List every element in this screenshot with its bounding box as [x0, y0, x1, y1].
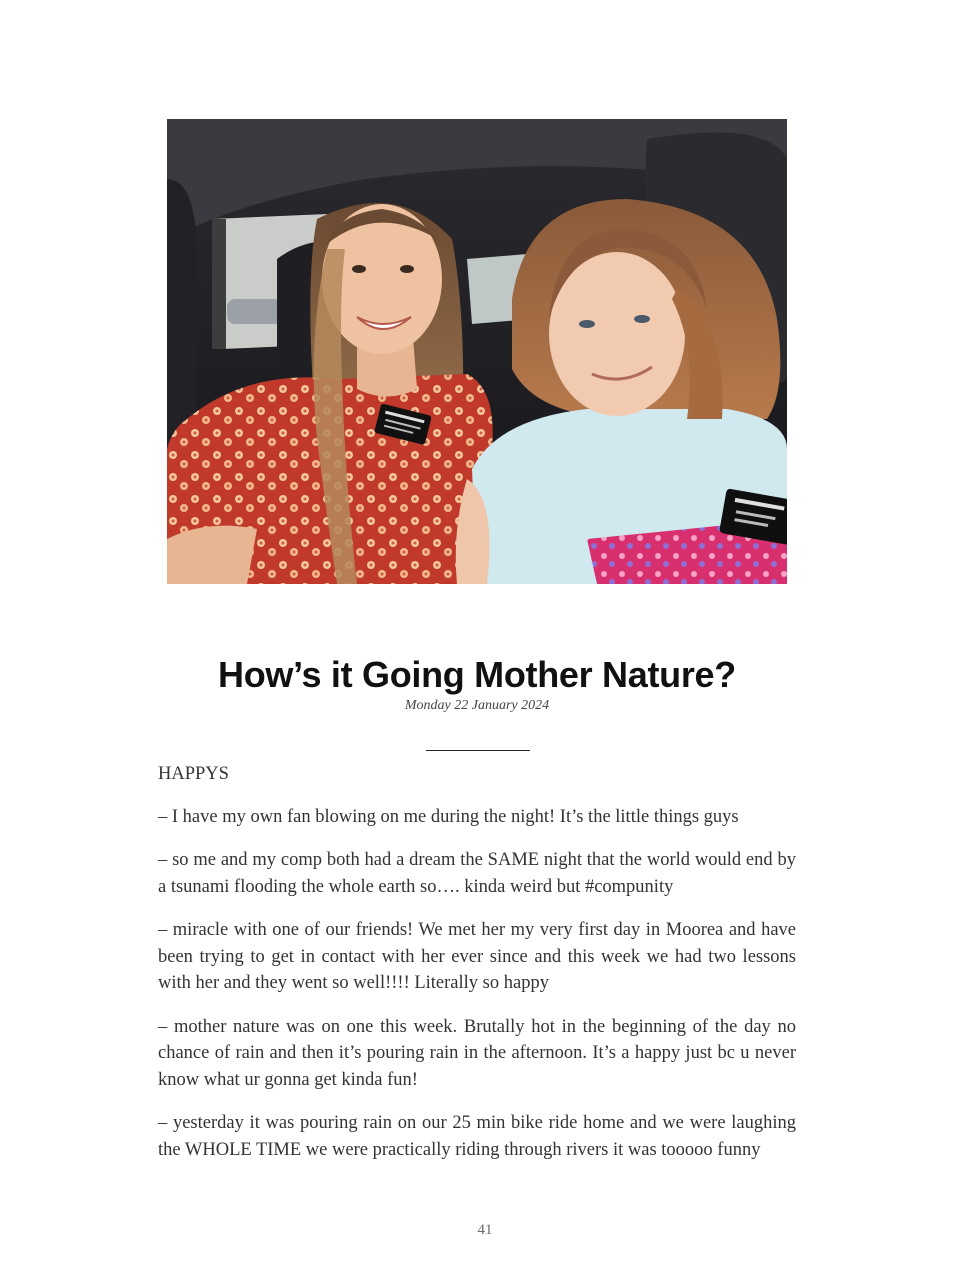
selfie-photo — [167, 119, 787, 584]
section-heading: HAPPYS — [158, 764, 229, 784]
post-title: How’s it Going Mother Nature? — [218, 654, 736, 695]
page-number: 41 — [477, 1222, 493, 1238]
post-date: Monday 22 January 2024 — [404, 698, 550, 713]
post-body — [158, 761, 796, 1180]
paragraph: – I have my own fan blowing on me during the night! It’s the little things guys — [158, 806, 739, 827]
paragraph: – mother nature was on one this week. Brutally hot in the beginning of the day no chance of rain and then it’s pouring rain in the afternoon. It’s a happy just bc u never know what ur gonna get kinda fun! — [158, 1016, 796, 1090]
paragraph: – miracle with one of our friends! We met her my very first day in Moorea and have been trying to get in contact with her ever since and this week we had two lessons with her and they went so well!!!! Literally so happy — [158, 920, 796, 993]
title-divider — [426, 750, 530, 751]
paragraph: – so me and my comp both had a dream the SAME night that the world would end by a tsunami flooding the whole earth so…. kinda weird but #compunity — [158, 850, 796, 897]
paragraph: – yesterday it was pouring rain on our 25 min bike ride home and we were laughing the WHOLE TIME we were practically riding through rivers it was tooooo funny — [158, 1113, 796, 1160]
